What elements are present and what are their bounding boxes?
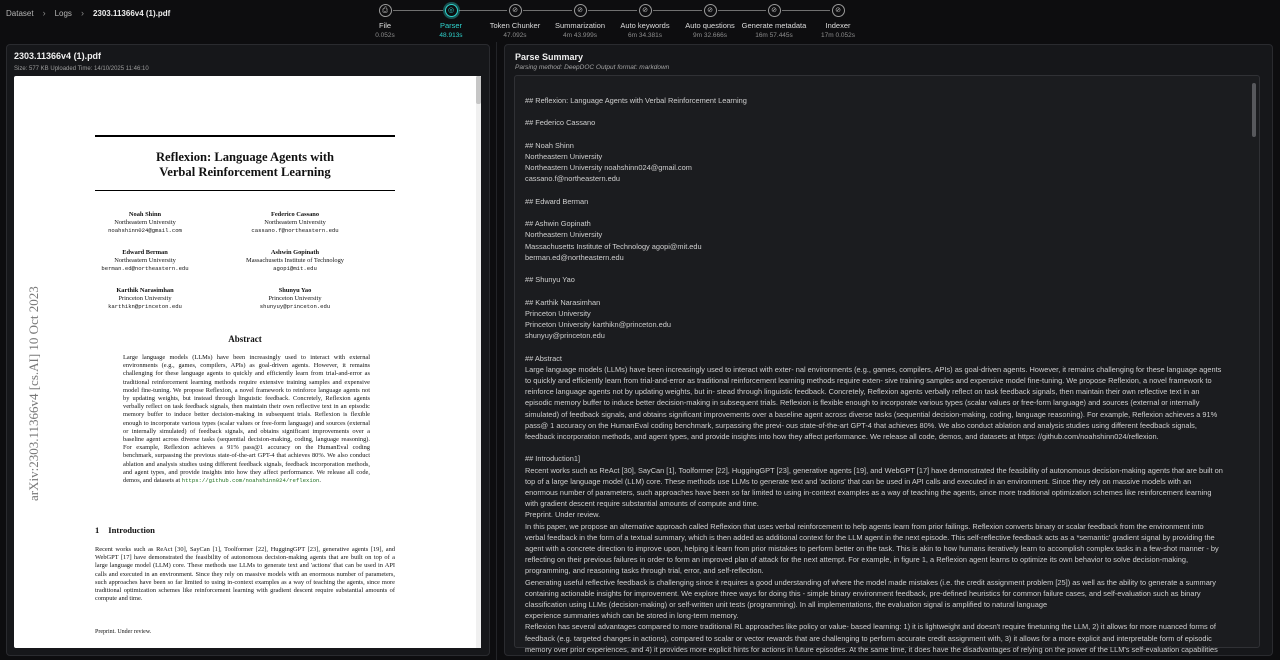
step-duration: 17m 0.052s	[821, 32, 855, 39]
step-duration: 9m 32.666s	[693, 32, 727, 39]
markdown-blank-line	[525, 341, 1239, 352]
markdown-line: experience summaries which can be stored in long-term memory.	[525, 611, 739, 621]
author-email: berman.ed@northeastern.edu	[101, 265, 189, 273]
abstract-url[interactable]: https://github.com/noahshinn024/reflexion	[181, 477, 320, 485]
preprint-note: Preprint. Under review.	[95, 629, 152, 635]
author-name: Edward Berman	[122, 249, 168, 256]
markdown-line: reflecting on their previous failures in order to form an improved plan of attack for the next attempt. For example, in figure 1, a Reflexion agent learns to optimize its own behavior to solve decision-making,	[525, 555, 1189, 565]
breadcrumb	[6, 8, 170, 18]
parse-summary-title: Parse Summary	[515, 52, 584, 62]
markdown-line: containing actionable insights for improvement. We explore three ways for doing this - simple binary environment feedback, pre-defined heuristics for common failure cases, and self-evaluation such as binary	[525, 588, 1201, 598]
step-name: File	[378, 21, 392, 30]
markdown-heading: ## Noah Shinn	[525, 140, 574, 150]
markdown-line: In this paper, we propose an alternative approach called Reflexion that uses verbal reinforcement to help agents learn from prior failings. Reflexion converts binary or scalar feedback from the environment into	[525, 521, 1204, 531]
author-affiliation: Northeastern University	[114, 257, 176, 265]
markdown-line: Northeastern University	[525, 151, 603, 161]
chevron-right-icon: ›	[42, 8, 46, 18]
markdown-blank-line	[525, 185, 1239, 196]
breadcrumb-current-file: 2303.11366v4 (1).pdf	[92, 8, 171, 18]
keywords-icon: ⊘	[639, 4, 652, 17]
pdf-page[interactable]	[14, 76, 481, 648]
questions-icon: ⊘	[704, 4, 717, 17]
intro-heading: 1 Introduction	[95, 525, 155, 535]
chevron-right-icon: ›	[80, 8, 84, 18]
abstract-text: Large language models (LLMs) have been increasingly used to interact with external environments (e.g., games, compilers, APIs) as goal-driven agents. However, it remains challenging for these language agents to quickly and efficiently learn from trial-and-error as traditional reinforcement learning methods require extensive training samples and expensive model fine-tuning. We propose Reflexion, a novel framework to reinforce language agents not by updating weights, but instead through linguistic feedback. Concretely, Reflexion agents verbally reflect on task feedback signals, then maintain their own reflective text in an episodic memory buffer to induce better decision-making in subsequent trials. Reflexion is flexible enough to incorporate various types (scalar values or free-form language) and sources (external or internally simulated) of feedback signals, and obtains significant improvements over a baseline agent across diverse tasks (sequential decision-making, coding, language reasoning). For example, Reflexion achieves a 91% pass@1 accuracy on the HumanEval coding benchmark, surpassing the previous state-of-the-art GPT-4 that achieves 80%. We also conduct ablation and analysis studies using different feedback signals, feedback incorporation methods, and agent types, and provide insights into how they affect performance. We release all code, demos, and datasets at https://github.com/noahshinn024/reflexion.	[123, 354, 370, 485]
markdown-heading: ## Karthik Narasimhan	[525, 297, 601, 307]
step-name: Auto questions	[685, 21, 735, 30]
step-duration: 16m 57.445s	[755, 32, 793, 39]
step-name: Token Chunker	[489, 21, 541, 30]
author-name: Federico Cassano	[270, 211, 320, 218]
step-name: Generate metadata	[741, 21, 807, 30]
author-email: karthikn@princeton.edu	[108, 303, 182, 311]
markdown-line: top of a large language model (LLM) core. These methods use LLMs to generate text and 'actions' that can be used in API calls and executed in an environment. Since they rely on massive models with an	[525, 476, 1192, 486]
author-affiliation: Northeastern University	[264, 219, 326, 227]
markdown-line: Northeastern University	[525, 230, 603, 240]
panel-divider[interactable]	[496, 42, 497, 660]
step-duration: 47.092s	[503, 32, 527, 39]
markdown-line: memory over prior experiences, and 4) it provides more explicit hints for actions in future episodes. At the same time, it does have the disadvantages of relying on the power of the LLM's self-evaluation capabilities	[525, 644, 1218, 654]
markdown-scrollbar[interactable]	[1252, 76, 1256, 649]
markdown-line: shunyuy@princeton.edu	[525, 331, 605, 341]
markdown-blank-line	[525, 129, 1239, 140]
markdown-line: Generating useful reflective feedback is challenging since it requires a good understanding of where the model made mistakes (i.e. the credit assignment problem [25]) as well as the ability to generate a summary	[525, 577, 1216, 587]
author-entry	[70, 249, 220, 274]
author-email: shunyuy@princeton.edu	[259, 303, 331, 311]
author-name: Noah Shinn	[128, 211, 162, 218]
markdown-blank-line	[525, 285, 1239, 296]
markdown-heading: ## Shunyu Yao	[525, 275, 575, 285]
chunker-icon: ⊘	[509, 4, 522, 17]
author-entry	[220, 211, 370, 236]
author-entry	[70, 211, 220, 236]
markdown-line: episodic memory buffer to induce better decision-making in subsequent trials. Reflexion is flexible enough to incorporate various types (scalar values or free-form language) and sources (external or internally	[525, 398, 1200, 408]
author-affiliation: Massachusetts Institute of Technology	[246, 257, 344, 265]
markdown-heading: ## Abstract	[525, 353, 562, 363]
markdown-blank-line	[525, 263, 1239, 274]
author-email: noahshinn024@gmail.com	[108, 227, 182, 235]
markdown-heading: ## Reflexion: Language Agents with Verbal Reinforcement Learning	[525, 96, 747, 105]
author-entry	[220, 249, 370, 274]
file-icon: ⎙	[379, 4, 392, 17]
markdown-line: reinforce language agents not by updating weights, but in- stead through linguistic feedback. Concretely, Reflexion agents verbally reflect on task feedback signals, then maintain their own reflective text in an	[525, 387, 1200, 397]
step-name: Indexer	[825, 21, 851, 30]
markdown-line: Reflexion has several advantages compared to more traditional RL approaches like policy or value- based learning: 1) it is lightweight and doesn't require finetuning the LLM, 2) it allows for more nuanced forms of	[525, 622, 1216, 632]
parser-icon: ◎	[445, 4, 458, 17]
intro-text: Recent works such as ReAct [30], SayCan [1], Toolformer [22], HuggingGPT [23], generative agents [19], and WebGPT [17] have demonstrated the feasibility of autonomous decision-making agents that are built on top of a large language model (LLM) core. These methods use LLMs to generate text and 'actions' that can be used in API calls and executed in an environment. Since they rely on massive models with an enormous number of parameters, such approaches have been so far limited to using in-context examples as a way of teaching the agents, since more traditional optimization schemes like reinforcement learning with gradient descent require substantial amounts of compute and time.	[95, 546, 395, 603]
indexer-icon: ⊘	[832, 4, 845, 17]
markdown-heading: ## Edward Berman	[525, 196, 589, 206]
step-name: Auto keywords	[620, 21, 670, 30]
markdown-heading: ## Federico Cassano	[525, 118, 596, 128]
step-name: Summarization	[554, 21, 606, 30]
markdown-line: simulated) of feedback signals, and obtains significant improvements over a baseline agent across diverse tasks (sequential decision-making, coding, language reasoning). For example, Reflexion achieves a 91%	[525, 409, 1218, 419]
author-name: Shunyu Yao	[278, 287, 312, 294]
author-email: agopi@mit.edu	[273, 265, 317, 273]
markdown-blank-line	[525, 442, 1239, 453]
markdown-line: feedback (e.g. targeted changes in actions), compared to scalar or vector rewards that are challenging to perform accurate credit assignment with, 3) it allows for a more explicit and interpretable form of episodic	[525, 633, 1212, 643]
author-affiliation: Princeton University	[118, 295, 172, 303]
breadcrumb-logs[interactable]: Logs	[54, 8, 72, 18]
markdown-scrollbar-thumb[interactable]	[1252, 83, 1256, 137]
author-affiliation: Princeton University	[268, 295, 322, 303]
pipeline-steps	[355, 0, 875, 42]
markdown-heading: ## Introduction1]	[525, 454, 581, 464]
pdf-scrollbar-thumb[interactable]	[476, 76, 481, 104]
markdown-line: Large language models (LLMs) have been increasingly used to interact with exter- nal environments (e.g., games, compilers, APIs) as goal-driven agents. However, it remains challenging for these language agents	[525, 364, 1222, 374]
parse-summary-meta: Parsing method: DeepDOC Output format: markdown	[515, 64, 670, 71]
author-entry	[220, 287, 370, 312]
step-duration: 0.052s	[375, 32, 395, 39]
metadata-icon: ⊘	[768, 4, 781, 17]
abstract-heading: Abstract	[228, 334, 262, 344]
paper-title: Reflexion: Language Agents with Verbal Reinforcement Learning	[155, 150, 335, 179]
markdown-line: Massachusetts Institute of Technology agopi@mit.edu	[525, 241, 702, 251]
markdown-line: with gradient descent require substantial amounts of compute and time.	[525, 499, 759, 509]
author-affiliation: Northeastern University	[114, 219, 176, 227]
summarization-icon: ⊘	[574, 4, 587, 17]
markdown-output[interactable]	[514, 75, 1260, 654]
markdown-line: cassano.f@northeastern.edu	[525, 174, 621, 184]
markdown-line: Princeton University karthikn@princeton.edu	[525, 319, 671, 329]
document-preview-panel	[6, 44, 490, 656]
markdown-line: programming, and reasoning tasks through trial, error, and self-reflection.	[525, 566, 764, 576]
markdown-content	[525, 95, 1239, 655]
author-entry	[70, 287, 220, 312]
pdf-scrollbar[interactable]	[476, 76, 481, 648]
markdown-heading: ## Ashwin Gopinath	[525, 219, 591, 229]
top-bar	[0, 0, 1280, 42]
step-duration: 48.913s	[439, 32, 463, 39]
markdown-line: to quickly and efficiently learn from trial-and-error as traditional reinforcement learning methods require exten- sive training samples and expensive model fine-tuning. We propose Reflexion, a novel framework to	[525, 375, 1212, 385]
markdown-blank-line	[525, 207, 1239, 218]
title-bottom-rule	[95, 190, 395, 191]
markdown-line: Preprint. Under review.	[525, 510, 601, 520]
arxiv-stamp: arXiv:2303.11366v4 [cs.AI] 10 Oct 2023	[26, 286, 41, 501]
markdown-line: classification using LLMs (decision-making) or self-written unit tests (programming). In all implementations, the evaluation signal is amplified to natural language	[525, 600, 1048, 610]
markdown-blank-line	[525, 106, 1239, 117]
markdown-line: pass@ 1 accuracy on the HumanEval coding benchmark, surpassing the previ- ous state-of-the-art GPT-4 that achieves 80%. We also conduct ablation and analysis studies using different feedback signals,	[525, 420, 1197, 430]
title-top-rule	[95, 135, 395, 137]
markdown-line: feedback incorporation methods, and agent types, and provide insights into how they affect performance. We release all code, demos, and datasets at https: //github.com/noahshinn024/reflexion.	[525, 431, 1159, 441]
markdown-line: berman.ed@northeastern.edu	[525, 252, 624, 262]
markdown-line: verbal feedback in the form of a textual summary, which is then added as additional context for the LLM agent in the next episode. This self-reflective feedback acts as a *semantic' gradient signal by providing the	[525, 532, 1215, 542]
author-email: cassano.f@northeastern.edu	[251, 227, 339, 235]
markdown-line: Princeton University	[525, 308, 591, 318]
markdown-line: agent with a concrete direction to improve upon, helping it learn from prior mistakes to perform better on the task. This is akin to how humans iteratively learn to accomplish complex tasks in a few-shot manner - by	[525, 544, 1219, 553]
step-name: Parser	[439, 21, 463, 30]
markdown-line: Northeastern University noahshinn024@gmail.com	[525, 163, 692, 173]
author-name: Ashwin Gopinath	[270, 249, 320, 256]
step-duration: 4m 43.999s	[563, 32, 597, 39]
author-name: Karthik Narasimhan	[116, 287, 174, 294]
file-name: 2303.11366v4 (1).pdf	[14, 51, 102, 61]
breadcrumb-dataset[interactable]: Dataset	[6, 8, 34, 18]
parse-summary-panel	[504, 44, 1273, 656]
step-indexer[interactable]	[793, 0, 883, 39]
step-duration: 6m 34.381s	[628, 32, 662, 39]
markdown-line: enormous number of parameters, such approaches have been so far limited to using in-context examples as a way of teaching the agents, since more traditional optimization schemes like reinforcement learning	[525, 487, 1212, 497]
file-meta: Size: 577 KB Uploaded Time: 14/10/2025 11:46:10	[14, 66, 149, 72]
markdown-line: Recent works such as ReAct [30], SayCan [1], Toolformer [22], HuggingGPT [23], generative agents [19], and WebGPT [17] have demonstrated the feasibility of autonomous decision-making agents that are built on	[525, 465, 1223, 475]
